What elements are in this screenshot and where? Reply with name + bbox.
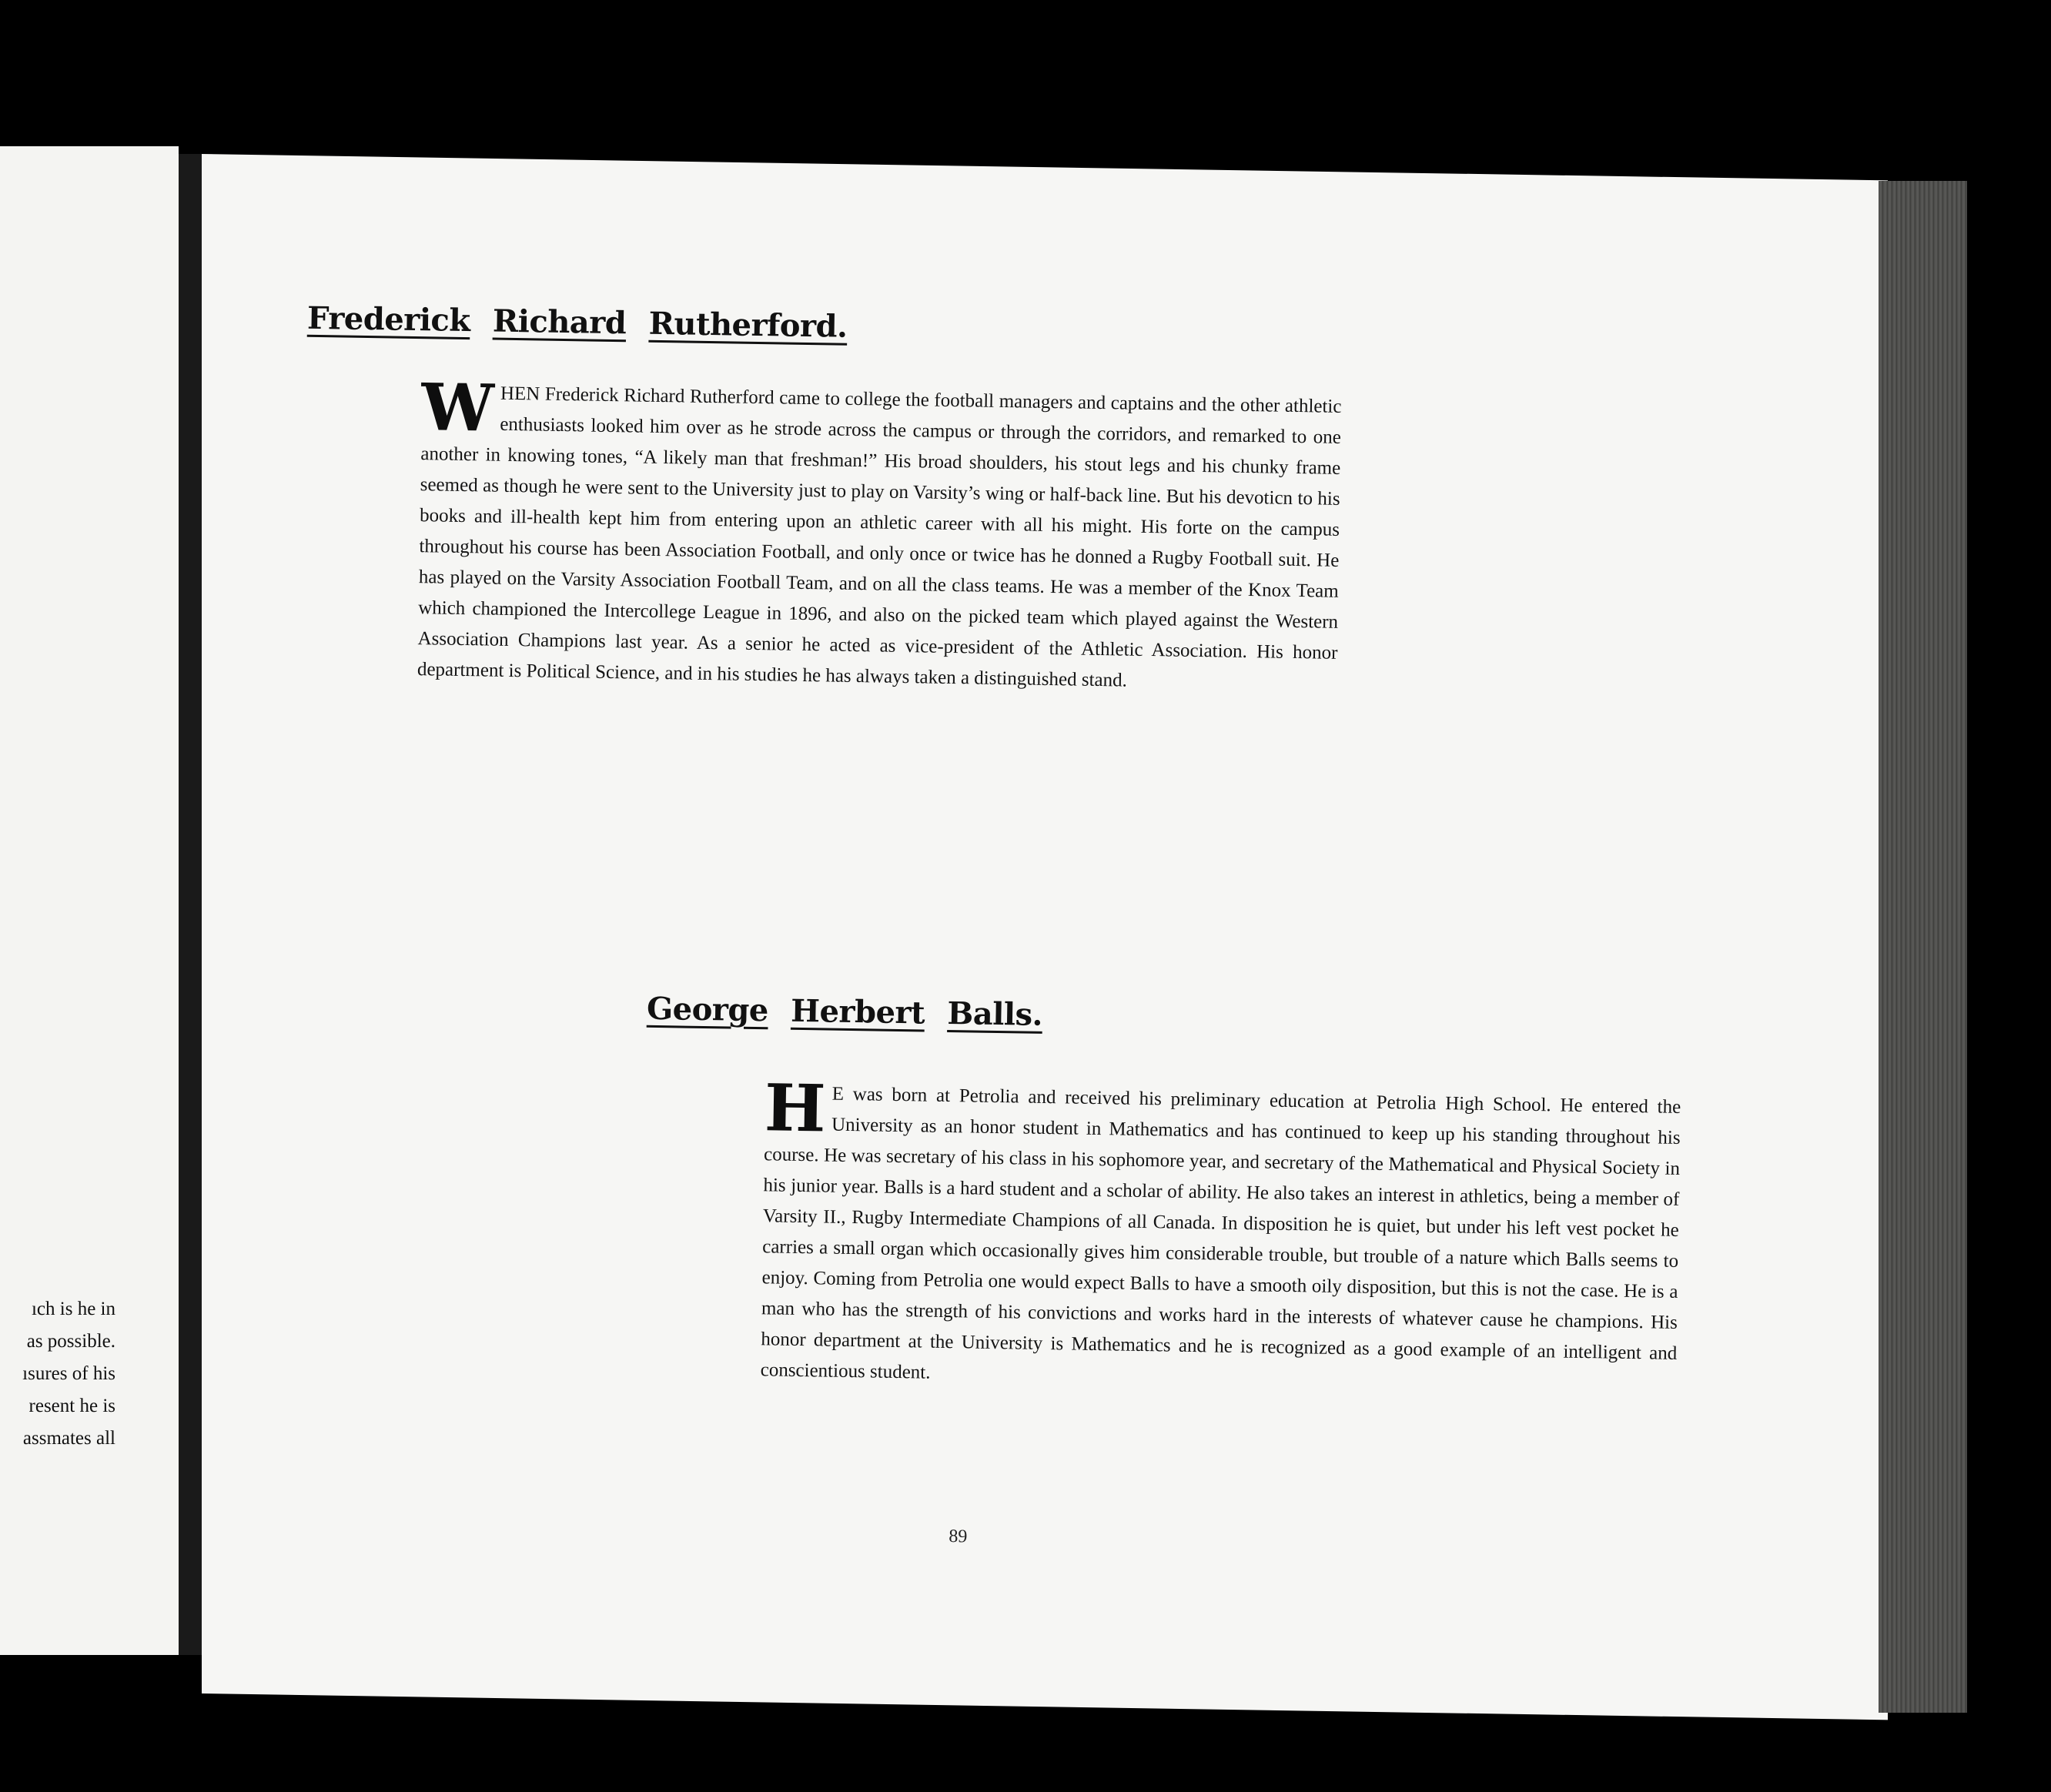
entry-title-rutherford [307,300,860,345]
fragment-line: assmates all [22,1428,115,1449]
title-word: Herbert [790,992,925,1031]
entry-body-balls [760,1069,1681,1400]
entry-paragraph: E was born at Petrolia and received his preliminary education at Petrolia High School. He entered the University as an honor student in Mathematics and has continued to keep up his standing throughout his course. He was secretary of his class in his sophomore year, and secretary of the Mathematical and Physical Society in his junior year. Balls is a hard student and a scholar of ability. He also takes an interest in athletics, being a member of Varsity II., Rugby Intermediate Champions of all Canada. In disposition he is quiet, but under his left vest pocket he carries a small organ which occasionally gives him considerable trouble, but trouble of a nature which Balls seems to enjoy. Coming from Petrolia one would expect Balls to have a smooth oily disposition, but this is not the case. He is a man who has the strength of his convictions and works hard in the interests of whatever cause he champions. His honor department at the University is Mathematics and he is recognized as a good example of an intelligent and conscientious student. [760,1083,1681,1383]
entry-body-rutherford [417,369,1342,700]
title-word: Rutherford. [648,305,848,345]
fragment-line: ıch is he in [31,1299,115,1319]
title-word: Frederick [306,299,470,339]
fragment-line: as possible. [26,1331,115,1352]
entry-title-balls [647,991,1056,1033]
title-word: George [646,990,769,1029]
drop-cap: H [764,1069,827,1147]
drop-cap: W [420,369,495,446]
fragment-line: resent he is [28,1396,115,1416]
title-word: Balls. [947,995,1043,1033]
title-word: Richard [492,303,627,342]
entry-paragraph: HEN Frederick Richard Rutherford came to college the football managers and captains and the other athletic enthusiasts looked him over as he strode across the campus or through the corridors, and remarked to one another in knowing tones, “A likely man that freshman!” His broad shoulders, his stout legs and his chunky frame seemed as though he were sent to the University just to play on Varsity’s wing or half-back line. But his devoticn to his books and ill-health kept him from entering upon an athletic career with all his might. His forte on the campus throughout his course has been Association Football, and only once or twice has he donned a Rugby Football suit. He has played on the Varsity Association Football Team, and on all the class teams. He was a member of the Knox Team which championed the Intercollege League in 1896, and also on the picked team which played against the Western Association Champions last year. As a senior he acted as vice-president of the Athletic Association. His honor department is Political Science, and in his studies he has always taken a distinguished stand. [417,383,1342,691]
page-number: 89 [949,1526,968,1547]
fragment-line: ısures of his [22,1363,115,1384]
